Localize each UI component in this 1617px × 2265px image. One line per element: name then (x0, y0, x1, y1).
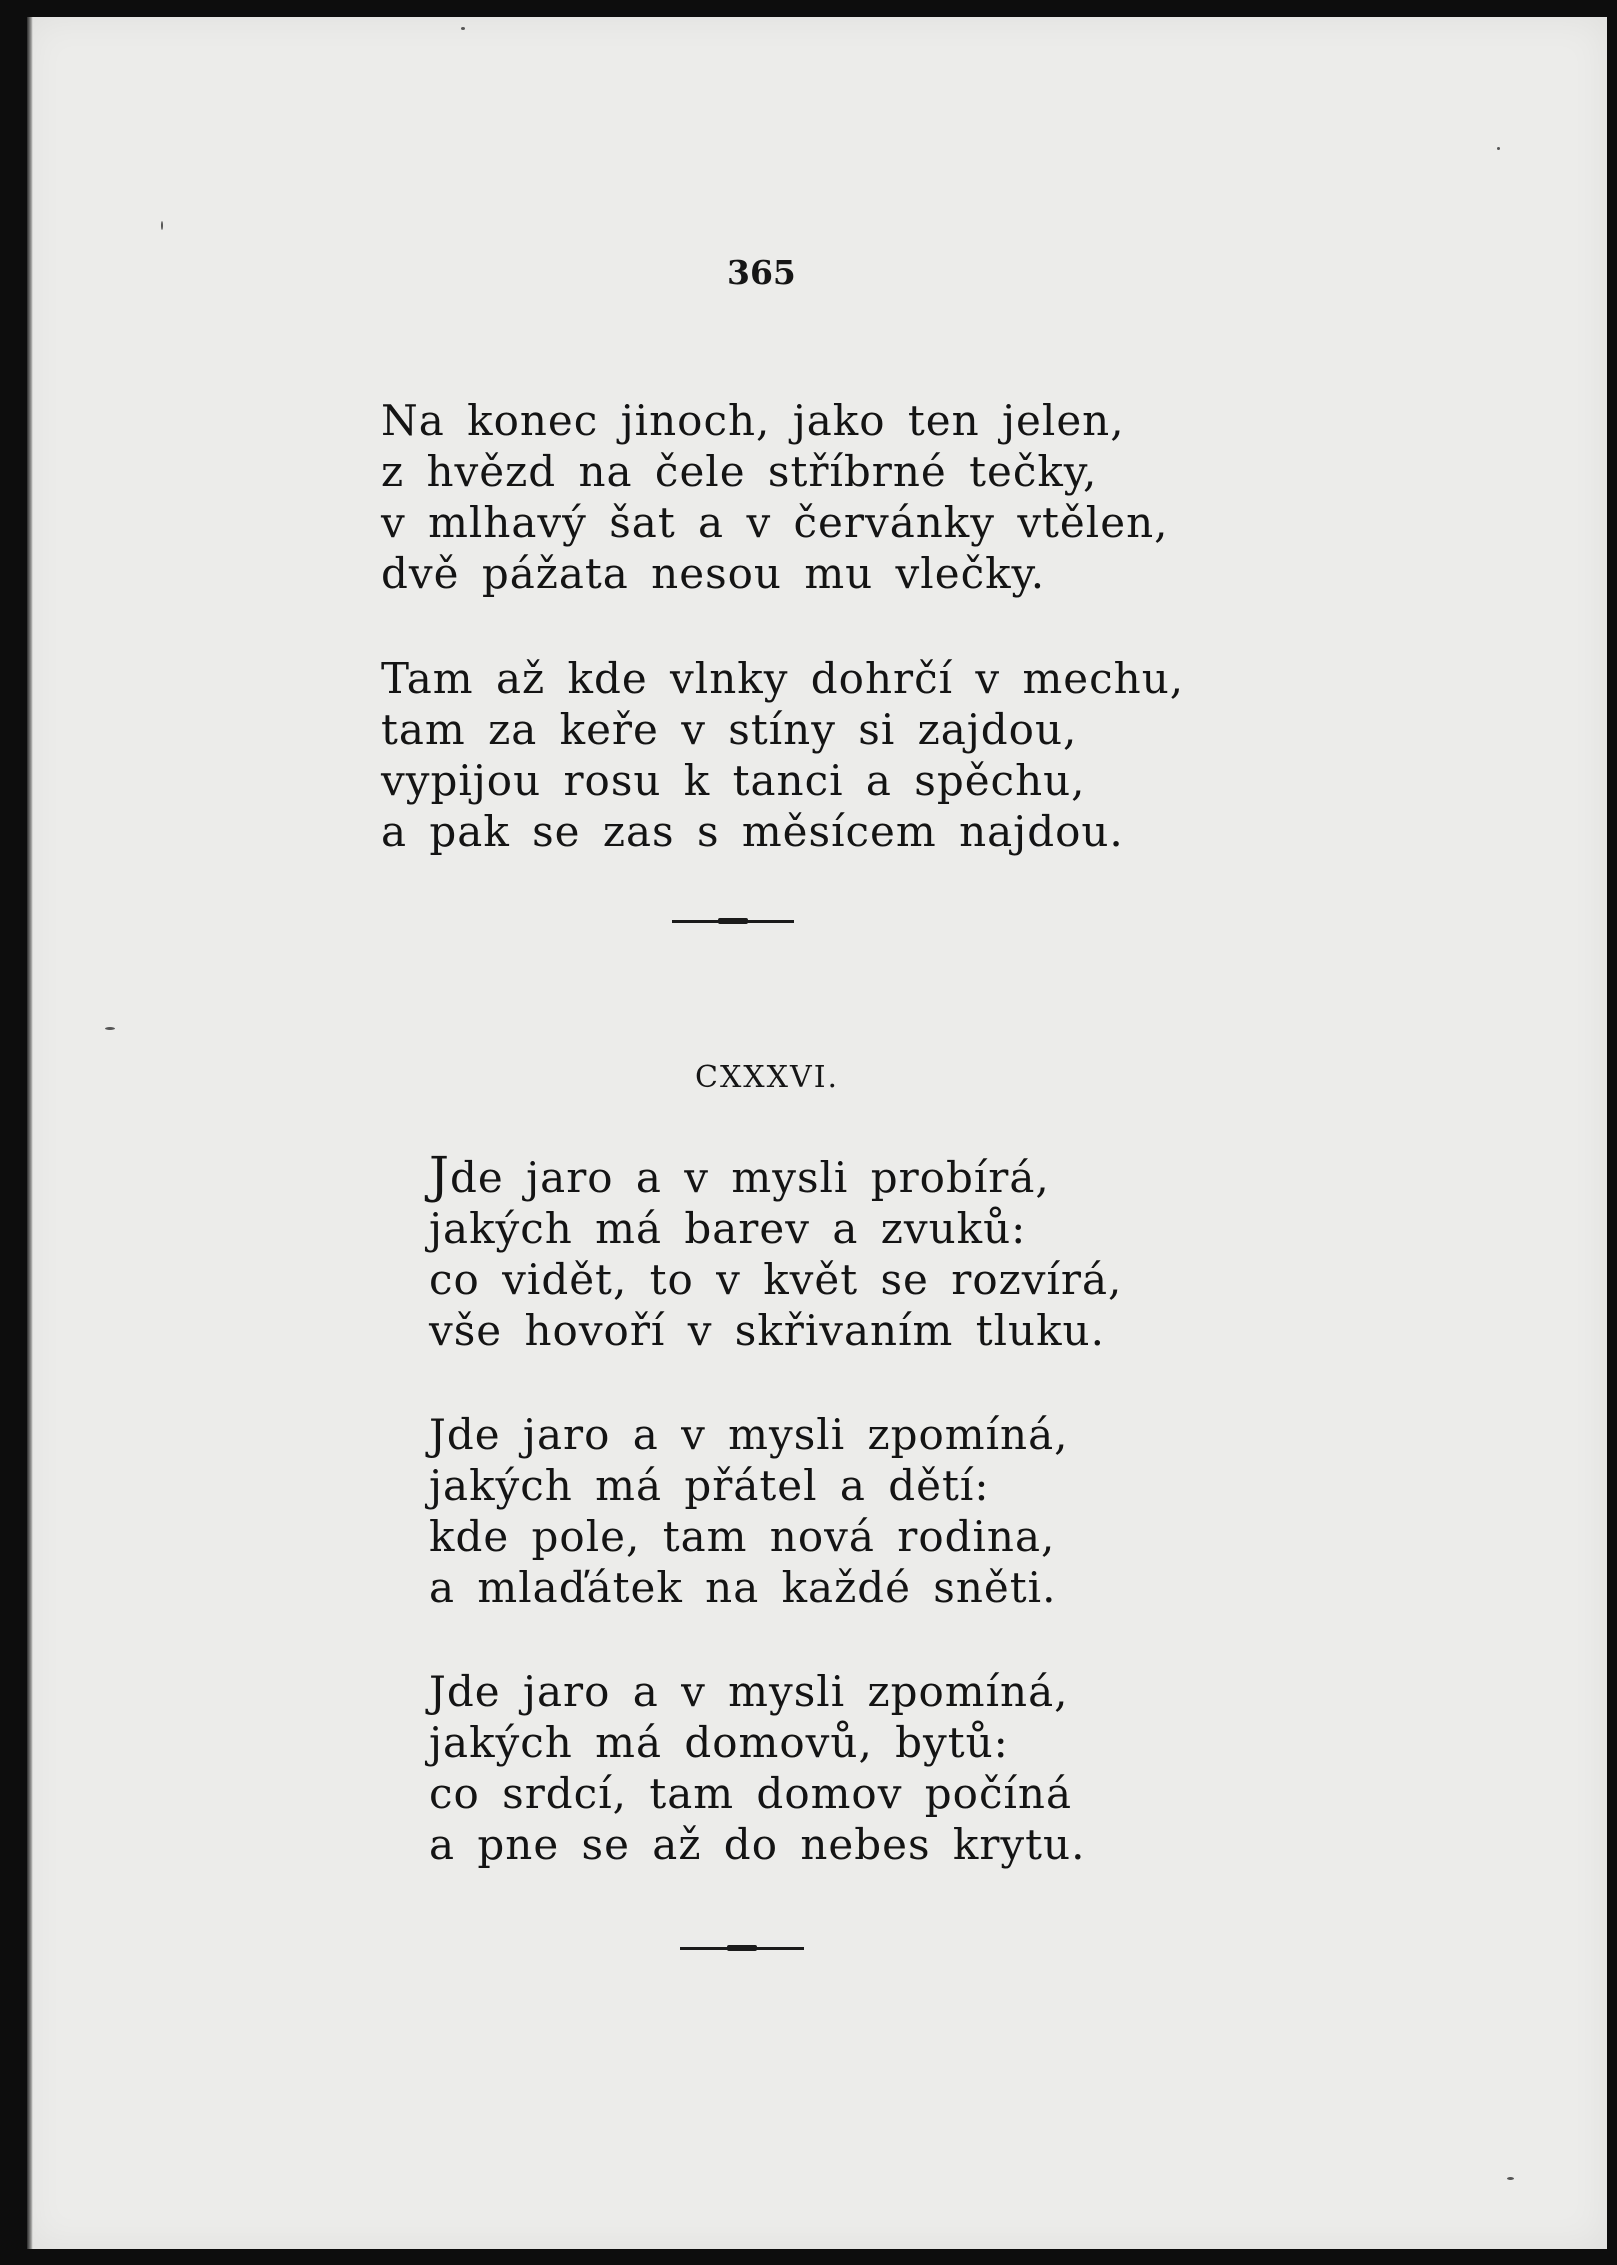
verse-line: co vidět, to v květ se rozvírá, (429, 1255, 1123, 1304)
dust-speck (461, 27, 465, 30)
verse-line: vše hovoří v skřivaním tluku. (429, 1306, 1105, 1355)
stanza-2 (381, 653, 1184, 857)
verse-line-rest: de jaro a v mysli probírá, (450, 1153, 1050, 1202)
section-divider (680, 1947, 804, 1950)
verse-line: vypijou rosu k tanci a spěchu, (381, 756, 1086, 805)
dust-speck (1497, 147, 1500, 150)
verse-line: v mlhavý šat a v červánky vtělen, (381, 498, 1169, 547)
verse-line: jakých má barev a zvuků: (429, 1204, 1027, 1253)
verse-line: Jde jaro a v mysli zpomíná, (429, 1667, 1069, 1716)
verse-line: jakých má přátel a dětí: (429, 1461, 990, 1510)
verse-line: tam za keře v stíny si zajdou, (381, 705, 1078, 754)
verse-line: a mlaďátek na každé sněti. (429, 1563, 1057, 1612)
dust-speck (105, 1027, 115, 1030)
verse-line-first (429, 1146, 1122, 1204)
divider-center (727, 1945, 757, 1951)
verse-line: a pne se až do nebes krytu. (429, 1820, 1086, 1869)
page-gutter (27, 17, 33, 2249)
poem-heading: CXXXVI. (695, 1060, 840, 1095)
verse-line: jakých má domovů, bytů: (429, 1718, 1009, 1767)
stanza-5 (429, 1666, 1085, 1870)
book-page (27, 17, 1607, 2249)
verse-line: dvě pážata nesou mu vlečky. (381, 549, 1046, 598)
section-divider (672, 920, 794, 923)
verse-line: Tam až kde vlnky dohrčí v mechu, (381, 654, 1185, 703)
stanza-1 (381, 395, 1168, 599)
verse-line: Jde jaro a v mysli zpomíná, (429, 1410, 1069, 1459)
page-number: 365 (727, 253, 796, 292)
verse-line: z hvězd na čele stříbrné tečky, (381, 447, 1098, 496)
verse-line: a pak se zas s měsícem najdou. (381, 807, 1124, 856)
verse-line: Na konec jinoch, jako ten jelen, (381, 396, 1125, 445)
stanza-3 (429, 1146, 1123, 1356)
dust-speck (1507, 2177, 1514, 2180)
drop-cap: J (429, 1146, 451, 1204)
verse-line: co srdcí, tam domov počíná (429, 1769, 1073, 1818)
stanza-4 (429, 1409, 1069, 1613)
verse-line: kde pole, tam nová rodina, (429, 1512, 1056, 1561)
divider-center (718, 918, 747, 924)
dust-speck (161, 221, 163, 230)
